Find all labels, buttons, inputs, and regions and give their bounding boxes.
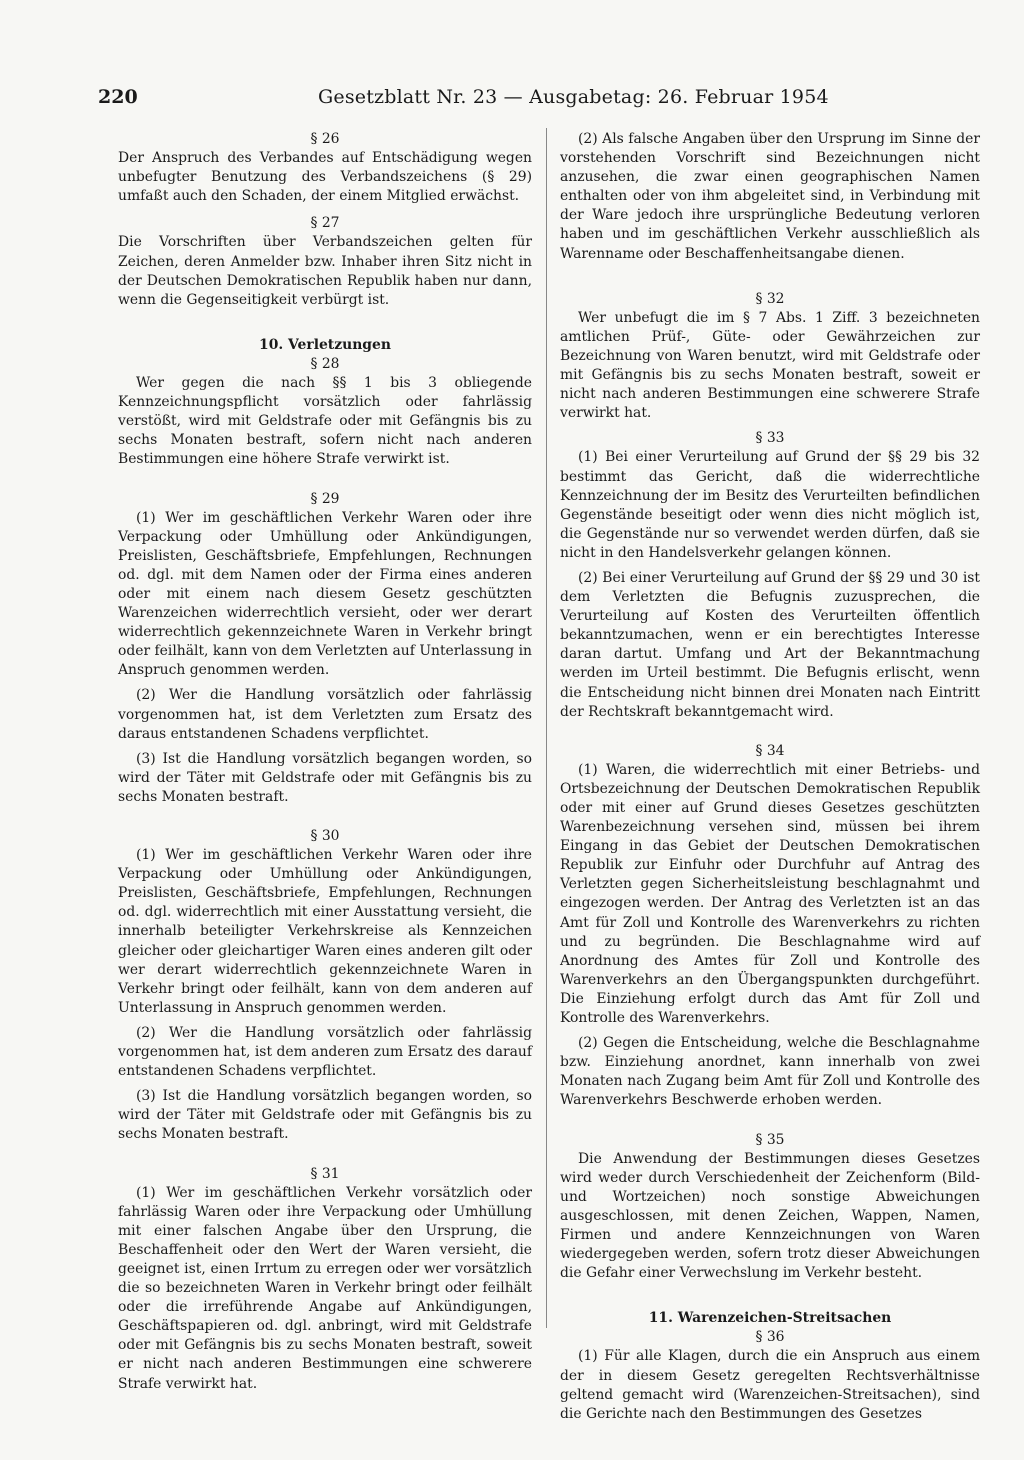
section-heading: § 28 <box>310 355 340 372</box>
chapter-heading: 10. Verletzungen <box>259 336 391 353</box>
section-text: Der Anspruch des Verbandes auf Entschädigung wegen unbefugter Benutzung des Verbandszeichens (§ 29) umfaßt auch den Schaden, der einem Mitglied erwächst. <box>118 150 532 205</box>
section-heading: § 26 <box>310 131 340 147</box>
paragraph: (1) Bei einer Verurteilung auf Grund der §§ 29 bis 32 bestimmt das Gericht, daß die widerrechtliche Kennzeichnung der im Besitz des Verurteilten befindlichen Gegenstände beseitigt oder wenn dies nicht möglich ist, die Gegenstände nur so verwendet werden dürfen, daß sie nicht in den Handelsverkehr gelangen können. <box>560 449 980 561</box>
section-heading: § 30 <box>310 828 340 844</box>
section-text: Die Vorschriften über Verbandszeichen gelten für Zeichen, deren Anmelder bzw. Inhaber ihren Sitz nicht in der Deutschen Demokratischen Republik haben nur dann, wenn die Gegenseitigkeit verbürgt ist. <box>118 234 532 308</box>
left-column <box>118 130 532 1394</box>
paragraph: (1) Für alle Klagen, durch die ein Anspruch aus einem der in diesem Gesetz geregelten Rechtsverhältnisse geltend gemacht wird (Warenzeichen-Streitsachen), sind die Gerichte nach den Bestimmungen des Gesetzes <box>560 1348 980 1422</box>
section-heading: § 31 <box>310 1165 340 1182</box>
section-text: Die Anwendung der Bestimmungen dieses Gesetzes wird weder durch Verschiedenheit der Zeichenform (Bild- und Wortzeichen) noch sonstige Abweichungen ausgeschlossen, mit denen Zeichen, Wappen, Namen, Firmen und andere Kennzeichnungen von Waren wiedergegeben werden, sofern trotz dieser Abweichungen die Gefahr einer Verwechslung im Verkehr besteht. <box>560 1150 980 1282</box>
section-text: Wer unbefugt die im § 7 Abs. 1 Ziff. 3 bezeichneten amtlichen Prüf-, Güte- oder Gewährzeichen zur Bezeichnung von Waren benutzt, wird mit Geldstrafe oder mit Gefängnis bis zu sechs Monaten bestraft, soweit er nicht nach anderen Bestimmungen eine schwerere Strafe verwirkt hat. <box>560 309 980 422</box>
section-heading: § 36 <box>755 1329 785 1346</box>
paragraph: (1) Wer im geschäftlichen Verkehr vorsätzlich oder fahrlässig Waren oder ihre Verpackung oder Umhüllung mit einer falschen Angabe über den Ursprung, die Beschaffenheit oder den Wert der Waren versieht, die geeignet ist, einen Irrtum zu erregen oder wer vorsätzlich die so bezeichneten Waren in Verkehr bringt oder feilhält oder die irreführende Angabe auf Ankündigungen, Geschäftspapieren od. dgl. anbringt, wird mit Geldstrafe oder mit Gefängnis bis zu sechs Monaten bestraft, soweit er nicht nach anderen Bestimmungen eine schwerere Strafe verwirkt hat. <box>118 1184 532 1392</box>
section-heading: § 29 <box>310 490 340 507</box>
section-text: Wer gegen die nach §§ 1 bis 3 obliegende Kennzeichnungspflicht vorsätzlich oder fahrlässig verstößt, wird mit Geldstrafe oder mit Gefängnis bis zu sechs Monaten bestraft, sofern nicht nach anderen Bestimmungen eine höhere Strafe verwirkt ist. <box>118 375 532 468</box>
paragraph: (2) Wer die Handlung vorsätzlich oder fahrlässig vorgenommen hat, ist dem Verletzten zum Ersatz des daraus entstandenen Schadens verpflichtet. <box>118 687 532 742</box>
paragraph: (3) Ist die Handlung vorsätzlich begangen worden, so wird der Täter mit Geldstrafe oder mit Gefängnis bis zu sechs Monaten bestraft. <box>118 750 532 805</box>
page-number: 220 <box>98 86 138 108</box>
paragraph: (2) Gegen die Entscheidung, welche die Beschlagnahme bzw. Einziehung anordnet, kann innerhalb von zwei Monaten nach Zugang beim Amt für Zoll und Kontrolle des Warenverkehrs Beschwerde erhoben werden. <box>560 1035 980 1109</box>
paragraph: (2) Als falsche Angaben über den Ursprung im Sinne der vorstehenden Vorschrift sind Bezeichnungen nicht anzusehen, die zwar einen geographischen Namen enthalten oder von ihm abgeleitet sind, in Verbindung mit der Ware jedoch ihre ursprüngliche Bedeutung verloren haben und im geschäftlichen Verkehr ausschließlich als Warenname oder Beschaffenheitsangabe dienen. <box>560 131 980 262</box>
section-heading: § 35 <box>755 1131 785 1148</box>
paragraph: (1) Wer im geschäftlichen Verkehr Waren oder ihre Verpackung oder Umhüllung oder Ankündigungen, Preislisten, Geschäftsbriefe, Empfehlungen, Rechnungen od. dgl. mit dem Namen oder der Firma eines anderen oder mit einem nach diesem Gesetz geschützten Warenzeichen widerrechtlich versieht, oder wer derart widerrechtlich gekennzeichnete Waren in Verkehr bringt oder feilhält, kann von dem Verletzten auf Unterlassung in Anspruch genommen werden. <box>118 509 532 679</box>
column-divider <box>546 128 547 1328</box>
paragraph: (3) Ist die Handlung vorsätzlich begangen worden, so wird der Täter mit Geldstrafe oder mit Gefängnis bis zu sechs Monaten bestraft. <box>118 1088 532 1143</box>
paragraph: (2) Bei einer Verurteilung auf Grund der §§ 29 und 30 ist dem Verletzten die Befugnis zuzusprechen, die Verurteilung auf Kosten des Verurteilten öffentlich bekanntzumachen, wenn er ein berechtigtes Interesse daran dartut. Umfang und Art der Bekanntmachung werden im Urteil bestimmt. Die Befugnis erlischt, wenn die Entscheidung nicht binnen drei Monaten nach Eintritt der Rechtskraft bekanntgemacht wird. <box>560 569 980 720</box>
paragraph: (1) Wer im geschäftlichen Verkehr Waren oder ihre Verpackung oder Umhüllung oder Ankündigungen, Preislisten, Geschäftsbriefe, Empfehlungen, Rechnungen od. dgl. widerrechtlich mit einer Ausstattung versieht, die innerhalb beteiligter Verkehrskreise als Kennzeichen gleicher oder gleichartiger Waren eines anderen gilt oder wer derart widerrechtlich gekennzeichnete Waren in Verkehr bringt oder feilhält, kann von dem anderen auf Unterlassung in Anspruch genommen werden. <box>118 847 532 1016</box>
section-heading: § 32 <box>755 290 785 307</box>
section-heading: § 27 <box>310 215 340 232</box>
paragraph: (1) Waren, die widerrechtlich mit einer Betriebs- und Ortsbezeichnung der Deutschen Demokratischen Republik oder mit einer auf Grund dieses Gesetzes geschützten Warenbezeichnung versehen sind, müssen bei ihrem Eingang in das Gebiet der Deutschen Demokratischen Republik zur Einfuhr oder Durchfuhr auf Antrag des Verletzten gegen Sicherheitsleistung beschlagnahmt und eingezogen werden. Der Antrag des Verletzten ist an das Amt für Zoll und Kontrolle des Warenverkehrs zu richten und zu begründen. Die Beschlagnahme wird auf Anordnung des Amtes für Zoll und Kontrolle des Warenverkehrs an den Übergangspunkten durchgeführt. Die Einziehung erfolgt durch das Amt für Zoll und Kontrolle des Warenverkehrs. <box>560 761 980 1027</box>
chapter-heading: 11. Warenzeichen-Streitsachen <box>648 1310 892 1327</box>
page-header <box>98 86 993 118</box>
gazette-title: Gesetzblatt Nr. 23 — Ausgabetag: 26. Februar 1954 <box>318 86 829 108</box>
paragraph: (2) Wer die Handlung vorsätzlich oder fahrlässig vorgenommen hat, ist dem anderen zum Ersatz des darauf entstandenen Schadens verpflichtet. <box>118 1024 532 1080</box>
section-heading: § 33 <box>755 430 785 447</box>
right-column <box>560 130 980 1424</box>
section-heading: § 34 <box>755 742 785 759</box>
